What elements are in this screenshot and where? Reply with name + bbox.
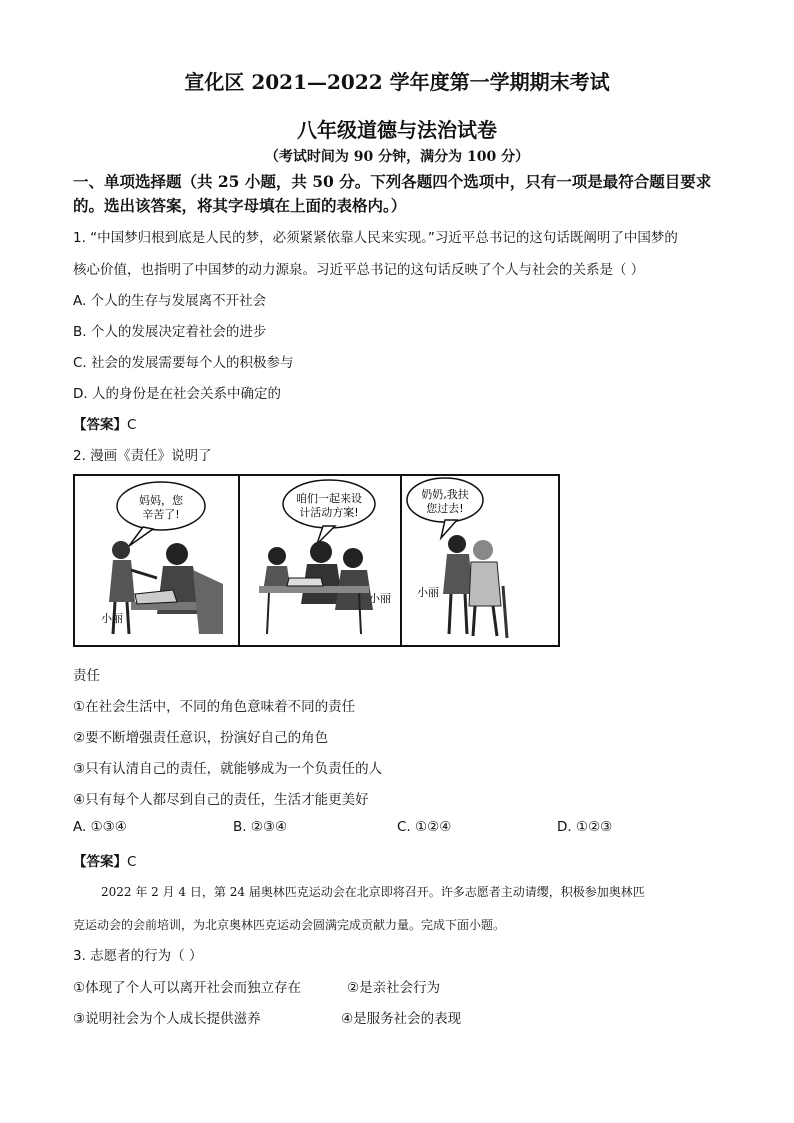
q2-answer [73, 850, 136, 870]
q1-answer [73, 413, 136, 433]
q2-stem: 2. 漫画《责任》说明了 [73, 448, 212, 464]
svg-text:妈妈，您: 妈妈，您 [139, 494, 183, 507]
answer-tag: 【答案】 [73, 854, 127, 870]
q3-statement-1: ①体现了个人可以离开社会而独立存在 [73, 980, 302, 996]
q2-statement-4: ④只有每个人都尽到自己的责任，生活才能更美好 [73, 792, 369, 808]
exam-note: （考试时间为 90 分钟，满分为 100 分） [264, 149, 530, 165]
q3-statement-2: ②是亲社会行为 [347, 980, 441, 996]
answer-value: C [127, 854, 137, 870]
q1-option-c: C. 社会的发展需要每个人的积极参与 [73, 355, 294, 371]
q2-option-b: B. ②③④ [233, 819, 288, 835]
q1-option-b: B. 个人的发展决定着社会的进步 [73, 324, 267, 340]
comic-name-1: 小丽 [101, 612, 123, 625]
q1-stem-line2: 核心价值，也指明了中国梦的动力源泉。习近平总书记的这句话反映了个人与社会的关系是（ ） [73, 262, 645, 278]
q2-option-d: D. ①②③ [557, 819, 613, 835]
q2-statement-2: ②要不断增强责任意识，扮演好自己的角色 [73, 730, 329, 746]
answer-value: C [127, 417, 137, 433]
q2-statement-1: ①在社会生活中，不同的角色意味着不同的责任 [73, 699, 356, 715]
svg-text:咱们一起来设: 咱们一起来设 [296, 492, 362, 505]
passage-line-2: 克运动会的会前培训，为北京奥林匹克运动会圆满完成贡献力量。完成下面小题。 [73, 918, 506, 932]
q1-stem-line1: 1. “中国梦归根到底是人民的梦，必须紧紧依靠人民来实现。”习近平总书记的这句话既阐明了中国梦的 [73, 230, 678, 246]
passage-line-1: 2022 年 2 月 4 日，第 24 届奥林匹克运动会在北京即将召开。许多志愿者主动请缨，积极参加奥林匹 [101, 885, 645, 899]
svg-text:辛苦了!: 辛苦了! [142, 508, 180, 521]
q3-statement-3: ③说明社会为个人成长提供滋养 [73, 1011, 261, 1027]
q1-option-a: A. 个人的生存与发展离不开社会 [73, 293, 267, 309]
comic-responsibility [73, 474, 560, 647]
q3-statement-4: ④是服务社会的表现 [341, 1011, 462, 1027]
svg-text:您过去!: 您过去! [426, 502, 464, 515]
passage [73, 876, 733, 942]
section-heading: 一、单项选择题（共 25 小题，共 50 分。下列各题四个选项中，只有一项是最符合题目要求的。选出该答案，将其字母填在上面的表格内。） [73, 172, 712, 215]
comic-name-3: 小丽 [417, 586, 439, 599]
answer-tag: 【答案】 [73, 417, 127, 433]
q3-stem: 3. 志愿者的行为（ ） [73, 948, 203, 964]
q2-statement-3: ③只有认清自己的责任，就能够成为一个负责任的人 [73, 761, 383, 777]
svg-text:奶奶,我扶: 奶奶,我扶 [421, 488, 469, 501]
q2-caption: 责任 [73, 668, 100, 684]
q2-option-a: A. ①③④ [73, 819, 127, 835]
q2-option-c: C. ①②④ [397, 819, 452, 835]
exam-title: 宣化区 2021—2022 学年度第一学期期末考试 [184, 70, 610, 94]
svg-text:计活动方案!: 计活动方案! [299, 506, 359, 519]
comic-name-2: 小丽 [369, 592, 391, 605]
exam-subtitle: 八年级道德与法治试卷 [297, 118, 497, 142]
q1-option-d: D. 人的身份是在社会关系中确定的 [73, 386, 281, 402]
